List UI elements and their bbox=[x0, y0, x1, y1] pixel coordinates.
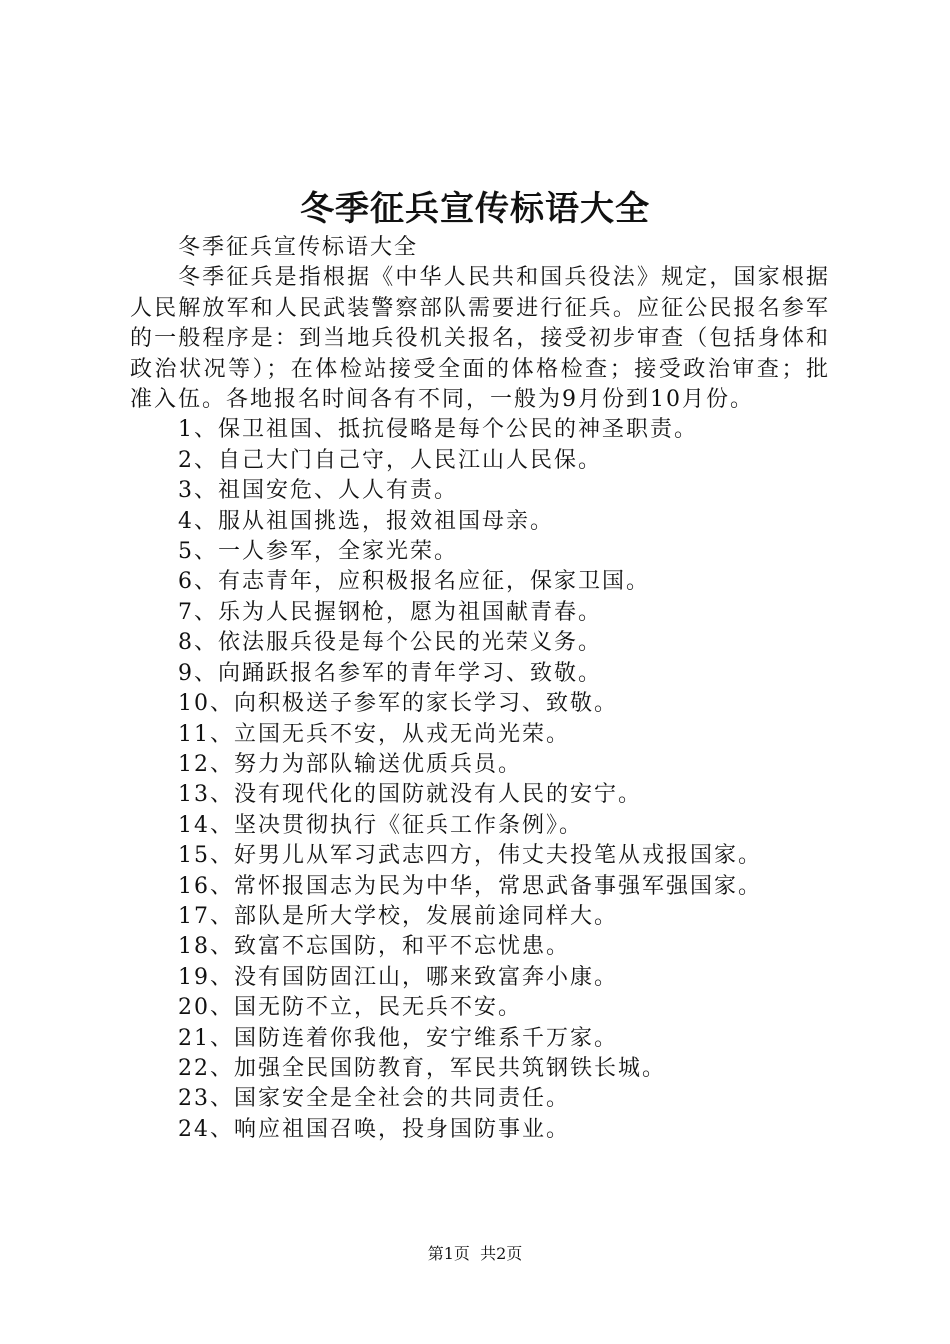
list-item: 5、一人参军，全家光荣。 bbox=[178, 539, 458, 565]
slogan-list bbox=[130, 415, 830, 1145]
list-item: 18、致富不忘国防，和平不忘忧患。 bbox=[178, 934, 570, 960]
list-item: 22、加强全民国防教育，军民共筑钢铁长城。 bbox=[178, 1055, 666, 1081]
list-item: 17、部队是所大学校，发展前途同样大。 bbox=[178, 903, 618, 929]
page-indicator: 第1页 共2页 bbox=[427, 1244, 523, 1263]
list-item: 7、乐为人民握钢枪，愿为祖国献青春。 bbox=[178, 599, 602, 625]
list-item: 23、国家安全是全社会的共同责任。 bbox=[178, 1086, 570, 1112]
list-item: 10、向积极送子参军的家长学习、致敬。 bbox=[178, 691, 618, 717]
list-item: 20、国无防不立，民无兵不安。 bbox=[178, 995, 522, 1021]
page-footer bbox=[0, 1240, 950, 1268]
list-item: 2、自己大门自己守，人民江山人民保。 bbox=[178, 447, 602, 473]
document-title: 冬季征兵宣传标语大全 bbox=[300, 189, 650, 229]
list-item: 24、响应祖国召唤，投身国防事业。 bbox=[178, 1116, 570, 1142]
document-body bbox=[130, 233, 830, 1145]
list-item: 16、常怀报国志为民为中华，常思武备事强军强国家。 bbox=[178, 873, 762, 899]
document-subtitle: 冬季征兵宣传标语大全 bbox=[178, 235, 419, 260]
list-item: 12、努力为部队输送优质兵员。 bbox=[178, 751, 522, 777]
list-item: 1、保卫祖国、抵抗侵略是每个公民的神圣职责。 bbox=[178, 417, 698, 443]
list-item: 15、好男儿从军习武志四方，伟丈夫投笔从戎报国家。 bbox=[178, 843, 762, 869]
list-item: 4、服从祖国挑选，报效祖国母亲。 bbox=[178, 508, 554, 534]
list-item: 3、祖国安危、人人有责。 bbox=[178, 478, 458, 504]
list-item: 21、国防连着你我他，安宁维系千万家。 bbox=[178, 1025, 618, 1051]
list-item: 11、立国无兵不安，从戎无尚光荣。 bbox=[178, 721, 570, 747]
intro-paragraph: 冬季征兵是指根据《中华人民共和国兵役法》规定，国家根据人民解放军和人民武装警察部队需要进行征兵。应征公民报名参军的一般程序是：到当地兵役机关报名，接受初步审查（包括身体和政治状况等）；在体检站接受全面的体格检查；接受政治审查；批准入伍。各地报名时间各有不同，一般为9月份到10月份。 bbox=[130, 265, 830, 413]
list-item: 8、依法服兵役是每个公民的光荣义务。 bbox=[178, 630, 602, 656]
list-item: 9、向踊跃报名参军的青年学习、致敬。 bbox=[178, 660, 602, 686]
list-item: 14、坚决贯彻执行《征兵工作条例》。 bbox=[178, 812, 583, 838]
list-item: 19、没有国防固江山，哪来致富奔小康。 bbox=[178, 964, 618, 990]
list-item: 13、没有现代化的国防就没有人民的安宁。 bbox=[178, 782, 642, 808]
list-item: 6、有志青年，应积极报名应征，保家卫国。 bbox=[178, 569, 650, 595]
